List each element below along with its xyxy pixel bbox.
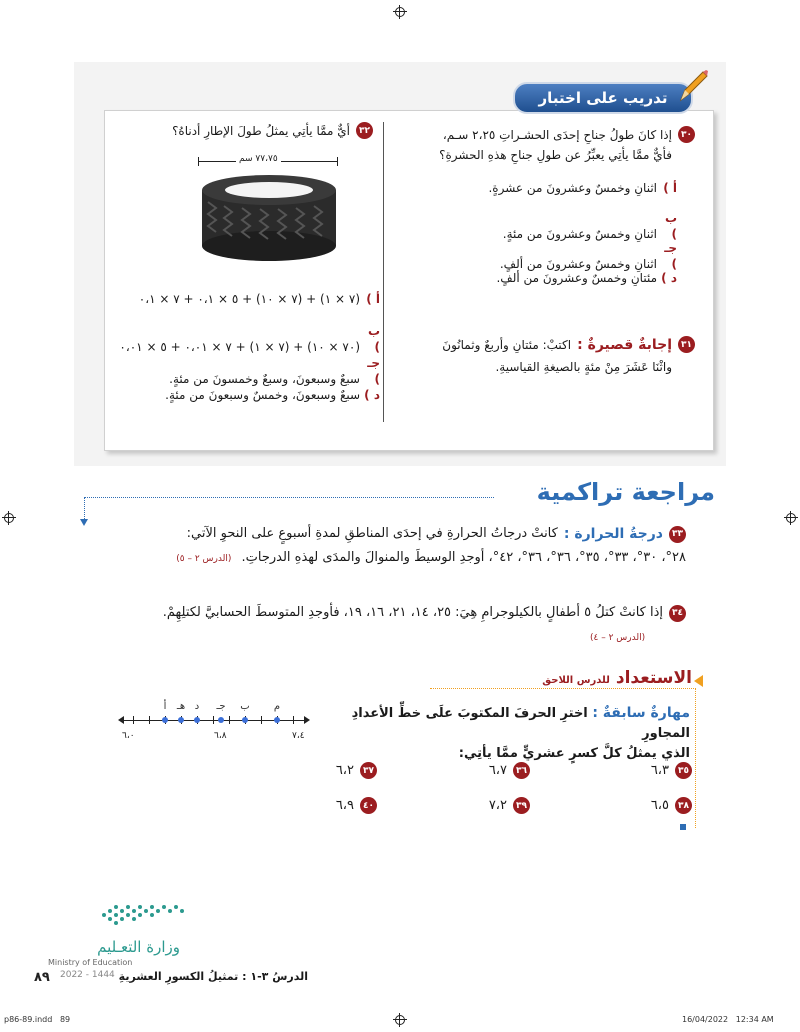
number-line-letter: جـ (216, 701, 226, 712)
number-line (122, 701, 305, 741)
review-title: مراجعة تراكمية (536, 478, 715, 506)
exercise-40 (305, 797, 377, 814)
question-text: كانتْ درجاتُ الحرارةِ في إحدَى المناطقِ لمدةِ أسبوعٍ على النحوِ الآتي: (186, 526, 558, 541)
option-d[interactable] (395, 270, 677, 300)
number-line-point (274, 717, 280, 723)
readiness-subtitle: للدرس اللاحق (542, 675, 610, 686)
question-text-2: فأيٌّ ممَّا يأتِي يعبِّرُ عن طولِ جناحِ هذهِ الحشرةِ؟ (439, 148, 672, 162)
number-line-point (218, 717, 224, 723)
review-arrow-icon (80, 519, 88, 526)
option-letter: أ ) (366, 292, 380, 306)
option-letter: جـ ) (367, 356, 380, 386)
option-text: (٧ × ١) + (٧ × ١٠) + ٥ × ٠،١ + ٧ × ٠،١ (138, 292, 360, 306)
tire-image (198, 172, 340, 264)
lesson-reference: (الدرس ٢ – ٥) (176, 554, 232, 564)
number-line-label: ٦،٨ (214, 731, 227, 741)
question-text: إذا كانَ طولُ جناحِ إحدَى الحشـراتِ ٢،٢٥ سـم، (442, 127, 672, 142)
question-number: ٤٠ (360, 797, 377, 814)
decimal-value: ٧،٢ (488, 798, 507, 813)
number-line-point (178, 717, 184, 723)
decimal-value: ٦،٣ (650, 763, 669, 778)
registration-mark-top (393, 5, 407, 19)
number-line-point (242, 717, 248, 723)
decimal-value: ٦،٥ (650, 798, 669, 813)
option-b[interactable] (118, 323, 380, 355)
option-text: اثنانِ وخمسٌ وعشرونَ من مئةٍ. (502, 227, 657, 241)
decimal-value: ٦،٧ (488, 763, 507, 778)
page-number: ٨٩ (34, 970, 50, 985)
q30-options (395, 180, 677, 300)
exercise-38 (620, 797, 692, 814)
option-text: سبعٌ وسبعونَ، وخمسٌ وسبعونَ من مئةٍ. (165, 388, 360, 402)
option-letter: ب ) (367, 324, 380, 354)
lesson-title: الدرسُ ٣-١ : تمثيلُ الكسورِ العشريةِ (118, 970, 308, 983)
topic-label: درجةُ الحرارة : (563, 526, 663, 542)
number-line-letter: هـ (176, 701, 186, 712)
prior-skill (300, 703, 690, 764)
column-divider (383, 122, 384, 422)
dimension-label: ٧٧،٧٥ سم (236, 154, 281, 164)
practice-banner-title: تدريب على اختبار (538, 89, 668, 107)
number-line-letter: أ (163, 701, 167, 712)
number-line-label: ٧،٤ (292, 731, 305, 741)
ministry-name-ar: وزارة التعـليم (97, 938, 180, 956)
option-letter: د ) (364, 388, 380, 402)
question-32 (118, 122, 373, 139)
option-d[interactable] (118, 387, 380, 419)
option-a[interactable] (395, 180, 677, 210)
option-text: (٧٠ × ١٠) + (٧ × ١) + ٧ × ٠،٠١ + ٥ × ٠،٠١ (119, 340, 360, 354)
readiness-dotted-line (430, 688, 696, 689)
pencil-icon (675, 68, 709, 104)
tire-dimension (198, 156, 338, 168)
number-line-point (194, 717, 200, 723)
number-line-letter: ب (240, 701, 250, 712)
practice-banner (513, 82, 693, 114)
file-slug: p86-89.indd 89 (4, 1015, 71, 1024)
lesson-reference: (الدرس ٢ – ٤) (590, 633, 646, 643)
question-text-2: واثْنَا عَشَرَ مِنْ مئةٍ بالصيغةِ القياسيةِ. (495, 360, 672, 374)
option-text: سبعٌ وسبعونَ، وسبعٌ وخمسونَ من مئةٍ. (169, 372, 360, 386)
review-dotted-line-left (84, 497, 85, 519)
option-text: اثنانِ وخمسٌ وعشرونَ من عشرةٍ. (488, 181, 657, 195)
question-number: ٣١ (678, 336, 695, 353)
registration-mark-bottom (393, 1013, 407, 1027)
question-number: ٣٠ (678, 126, 695, 143)
ministry-logo (96, 897, 192, 927)
ministry-name-en: Ministry of Education (48, 958, 133, 967)
question-number: ٣٧ (360, 762, 377, 779)
readiness-header (430, 668, 692, 688)
question-number: ٣٨ (675, 797, 692, 814)
readiness-arrow-icon (694, 675, 703, 687)
q32-options (118, 291, 380, 419)
option-a[interactable] (118, 291, 380, 323)
question-33 (120, 524, 686, 569)
prior-skill-text-2: الذي يمثلُ كلَّ كسرٍ عشريٍّ ممَّا يأتِي: (458, 746, 690, 761)
date-slug: 16/04/2022 12:34 AM (682, 1015, 774, 1024)
question-34 (100, 603, 686, 648)
edition-year: 2022 - 1444 (60, 970, 115, 980)
option-text: مئتانِ وخمسٌ وعشرونَ من ألفٍ. (496, 271, 657, 285)
question-text: إذا كانتْ كتلُ ٥ أطفالٍ بالكيلوجرامِ هِيَ: ٢٥، ١٤، ٢١، ١٦، ١٩، فأوجدِ المتوسطَ الحسابيَّ لكتلِهِمْ. (162, 605, 663, 620)
prior-skill-text: اخترِ الحرفَ المكتوبَ علَى خطِّ الأعدادِ المجاورِ (351, 706, 690, 741)
corner-marker-icon (680, 824, 686, 830)
registration-mark-left (2, 511, 16, 525)
question-text-2: ٢٨°، ٣٠°، ٣٣°، ٣٥°، ٣٦°، ٣٦°، ٤٢°، أوجدِ الوسيطَ والمنوالَ والمدَى لهذهِ الدرجاتِ. (241, 550, 686, 565)
option-b[interactable] (395, 210, 677, 240)
option-c[interactable] (395, 240, 677, 270)
question-number: ٣٥ (675, 762, 692, 779)
question-30 (395, 126, 695, 163)
option-c[interactable] (118, 355, 380, 387)
question-number: ٣٣ (669, 526, 686, 543)
exercise-36 (458, 762, 530, 779)
option-text: اثنانِ وخمسٌ وعشرونَ من ألفٍ. (499, 257, 657, 271)
question-number: ٣٤ (669, 605, 686, 622)
option-letter: د ) (661, 271, 677, 285)
question-number: ٣٢ (356, 122, 373, 139)
number-line-letter: م (273, 701, 281, 712)
readiness-dotted-vertical (695, 688, 696, 828)
question-text: اكتبْ: مئتانِ وأربعٌ وثمانُونَ (442, 337, 572, 352)
number-line-label: ٦،٠ (122, 731, 135, 741)
option-letter: جـ ) (664, 241, 677, 271)
option-letter: أ ) (663, 181, 677, 195)
number-line-letter: د (194, 701, 200, 712)
number-line-point (162, 717, 168, 723)
readiness-title: الاستعداد (615, 668, 692, 688)
exercise-39 (458, 797, 530, 814)
option-letter: ب ) (664, 211, 677, 241)
question-text: أيٌّ ممَّا يأتِي يمثلُ طولَ الإطارِ أدناهُ؟ (172, 123, 350, 138)
question-31 (395, 336, 695, 375)
exercise-35 (620, 762, 692, 779)
exercise-37 (305, 762, 377, 779)
question-number: ٣٦ (513, 762, 530, 779)
prior-skill-label: مهارةٌ سابقةٌ : (592, 705, 690, 721)
registration-mark-right (784, 511, 798, 525)
question-number: ٣٩ (513, 797, 530, 814)
decimal-value: ٦،٢ (335, 763, 354, 778)
decimal-value: ٦،٩ (335, 798, 354, 813)
short-answer-label: إجابةٌ قصيرةٌ : (577, 336, 672, 353)
review-dotted-line (84, 497, 494, 498)
